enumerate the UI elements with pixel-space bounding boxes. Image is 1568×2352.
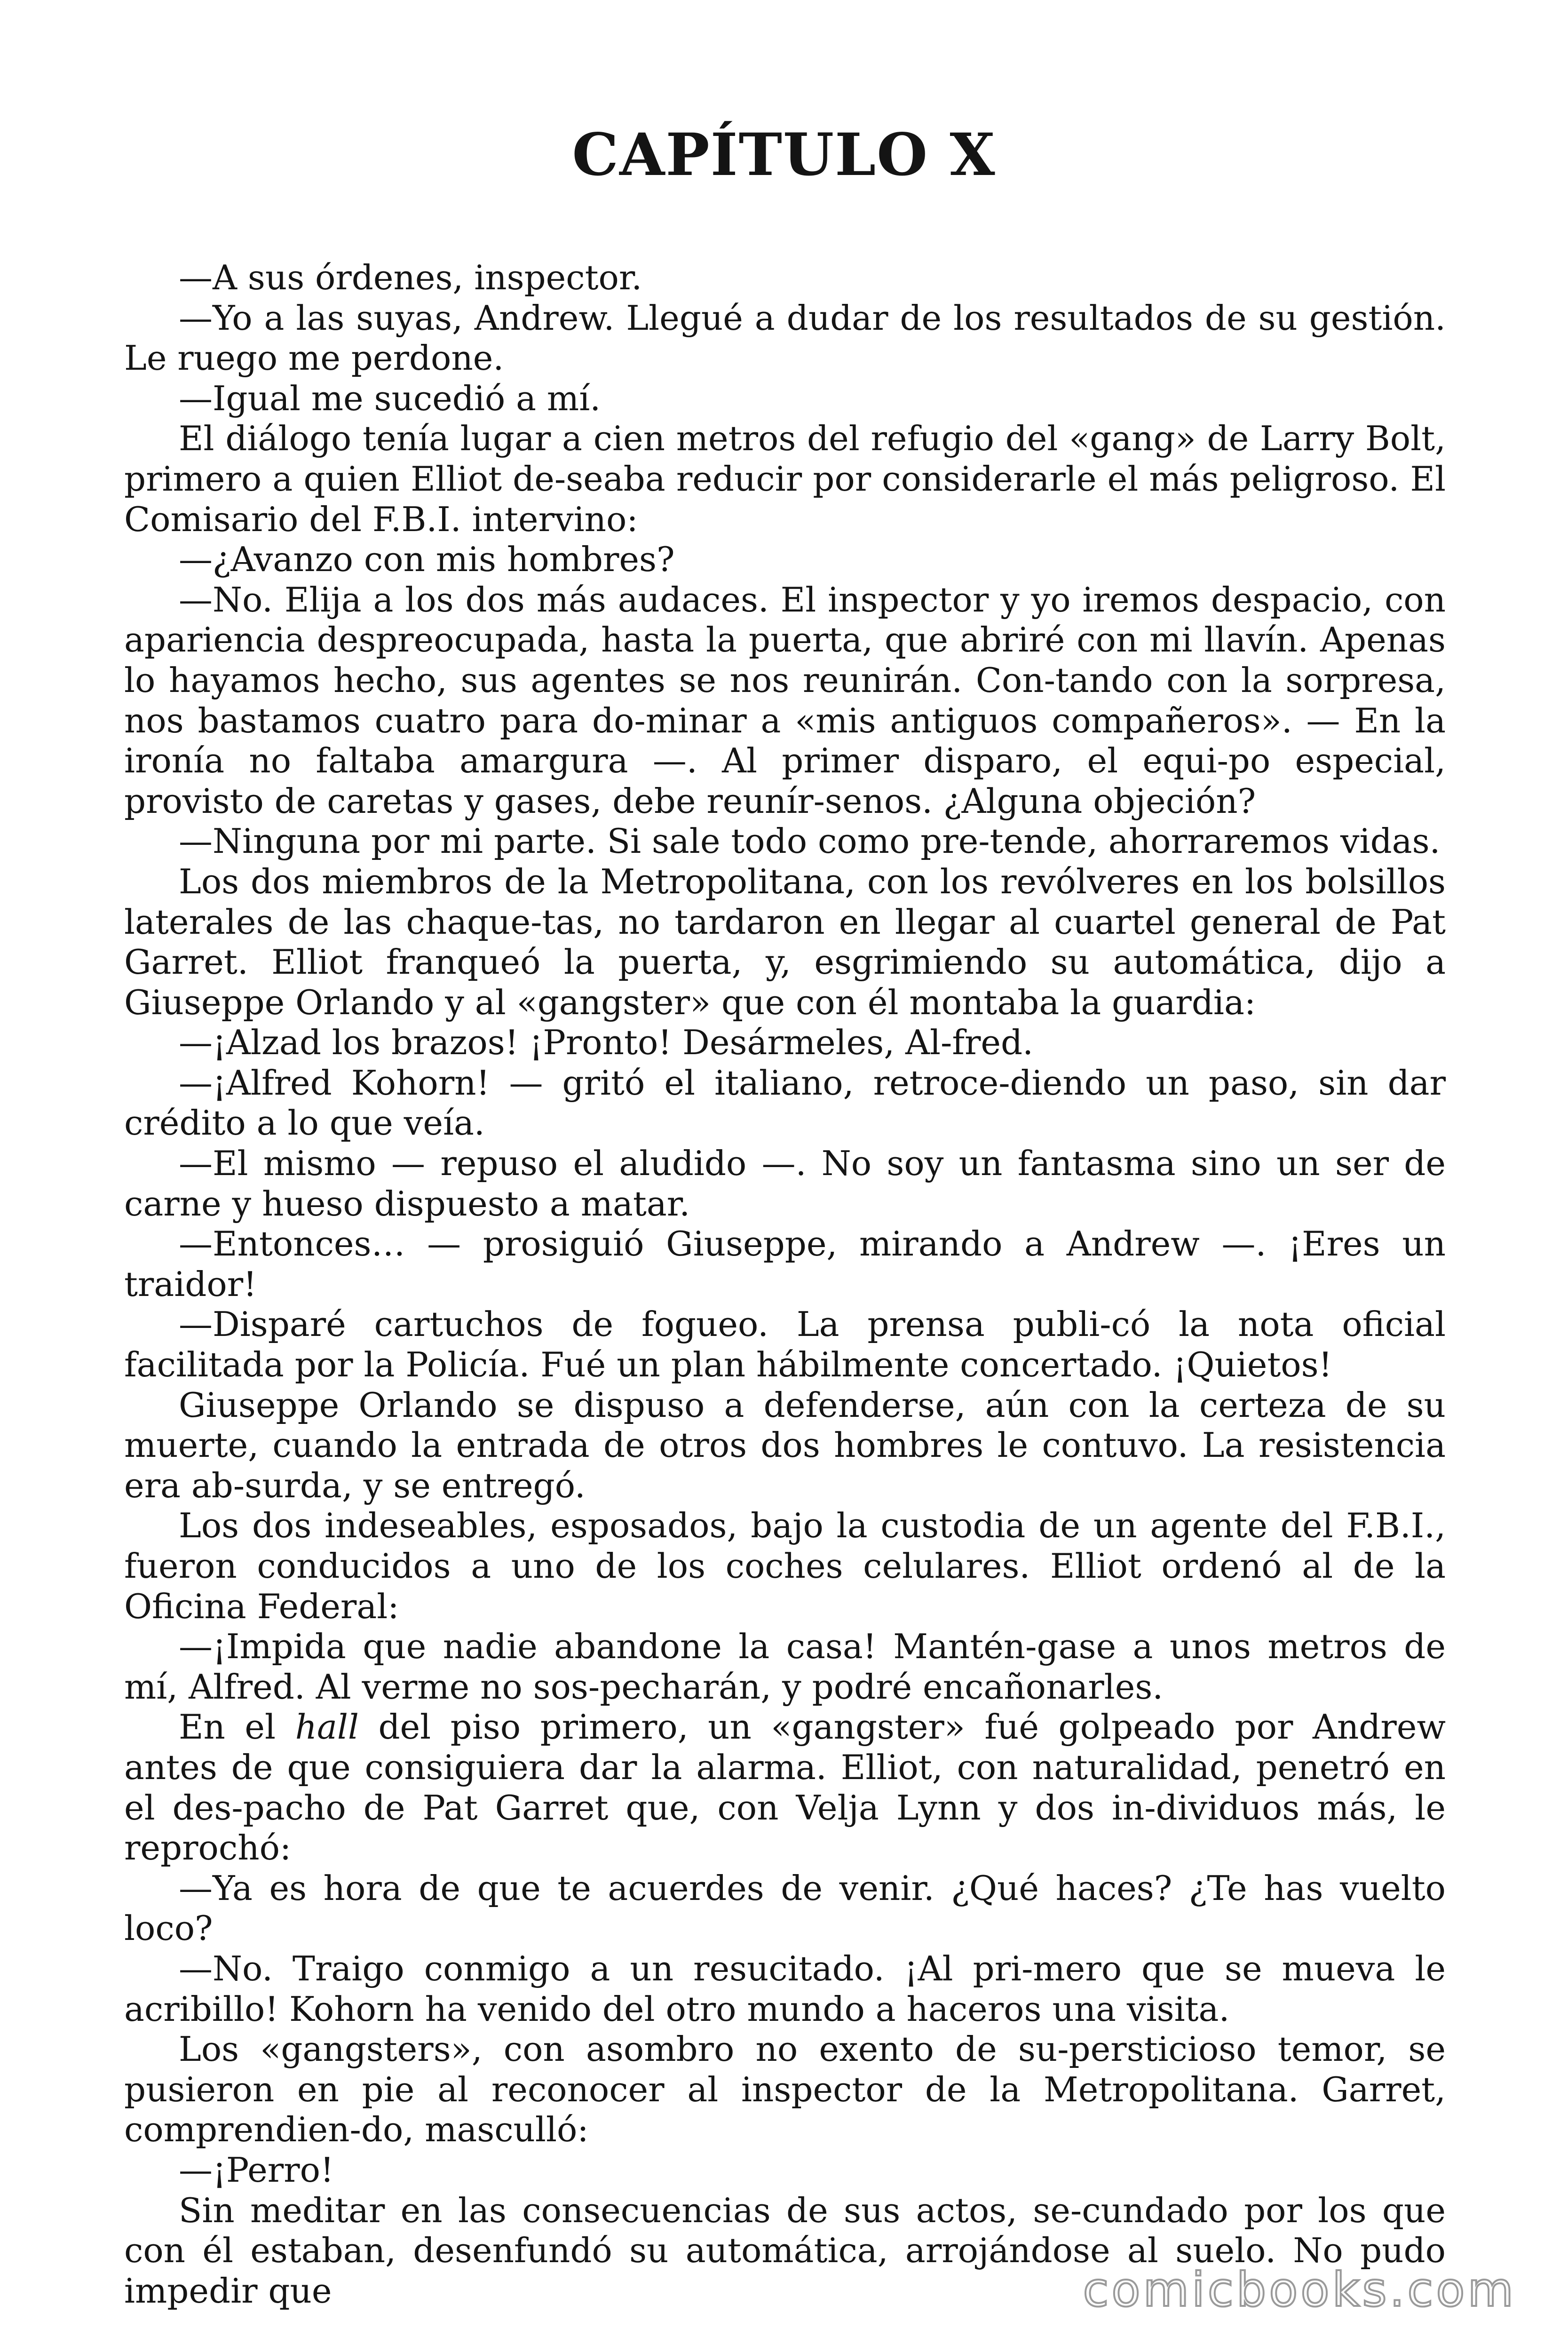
- paragraph: [124, 1707, 1446, 1868]
- paragraph: Giuseppe Orlando se dispuso a defenderse, aún con la certeza de su muerte, cuando la entrada de otros dos hombres le contuvo. La resistencia era ab-surda, y se entregó.: [124, 1385, 1446, 1505]
- paragraph: —El mismo — repuso el aludido —. No soy un fantasma sino un ser de carne y hueso dispuesto a matar.: [124, 1144, 1446, 1224]
- paragraph: —¡Perro!: [179, 2150, 334, 2190]
- paragraph: —A sus órdenes, inspector.: [179, 258, 642, 297]
- paragraph: —¡Alzad los brazos! ¡Pronto! Desármeles, Al-fred.: [179, 1023, 1033, 1063]
- paragraph: —No. Elija a los dos más audaces. El inspector y yo iremos despacio, con apariencia despreocupada, hasta la puerta, que abriré con mi llavín. Apenas lo hayamos hecho, sus agentes se nos reunirán. Con-tando con la sorpresa, nos bastamos cuatro para do-minar a «mis antiguos compañeros». — En la ironía no faltaba amargura —. Al primer disparo, el equi-po especial, provisto de caretas y gases, debe reunír-senos. ¿Alguna objeción?: [124, 580, 1446, 821]
- paragraph: —Disparé cartuchos de fogueo. La prensa publi-có la nota oficial facilitada por la Policía. Fué un plan hábilmente concertado. ¡Quietos!: [124, 1304, 1446, 1385]
- paragraph: —¡Impida que nadie abandone la casa! Mantén-gase a unos metros de mí, Alfred. Al verme no sos-pecharán, y podré encañonarles.: [124, 1627, 1446, 1707]
- paragraph: —¿Avanzo con mis hombres?: [179, 540, 675, 580]
- paragraph-text-after: del piso primero, un «gangster» fué golpeado por Andrew antes de que consiguiera dar la alarma. Elliot, con naturalidad, penetró en el des-pacho de Pat Garret que, con Velja Lynn y dos in-dividuos más, le reprochó:: [124, 1707, 1446, 1868]
- paragraph: Los dos indeseables, esposados, bajo la custodia de un agente del F.B.I., fueron conducidos a uno de los coches celulares. Elliot ordenó al de la Oficina Federal:: [124, 1506, 1446, 1626]
- italic-term: hall: [295, 1707, 359, 1747]
- chapter-title: CAPÍTULO X: [572, 121, 996, 189]
- paragraph: Los «gangsters», con asombro no exento de su-persticioso temor, se pusieron en pie al reconocer al inspector de la Metropolitana. Garret, comprendien-do, masculló:: [124, 2029, 1446, 2150]
- paragraph: —Ya es hora de que te acuerdes de venir. ¿Qué haces? ¿Te has vuelto loco?: [124, 1868, 1446, 1948]
- paragraph: —Yo a las suyas, Andrew. Llegué a dudar de los resultados de su gestión. Le ruego me perdone.: [124, 298, 1446, 378]
- paragraph: —Ninguna por mi parte. Si sale todo como pre-tende, ahorraremos vidas.: [179, 821, 1441, 861]
- paragraph: Los dos miembros de la Metropolitana, con los revólveres en los bolsillos laterales de las chaque-tas, no tardaron en llegar al cuartel general de Pat Garret. Elliot franqueó la puerta, y, esgrimiendo su automática, dijo a Giuseppe Orlando y al «gangster» que con él montaba la guardia:: [124, 861, 1446, 1022]
- paragraph-text-before: En el: [179, 1707, 295, 1747]
- paragraph: —Entonces… — prosiguió Giuseppe, mirando a Andrew —. ¡Eres un traidor!: [124, 1224, 1446, 1304]
- paragraph: —No. Traigo conmigo a un resucitado. ¡Al pri-mero que se mueva le acribillo! Kohorn ha venido del otro mundo a haceros una visita.: [124, 1948, 1446, 2029]
- paragraph: —Igual me sucedió a mí.: [179, 378, 601, 418]
- paragraph: —¡Alfred Kohorn! — gritó el italiano, retroce-diendo un paso, sin dar crédito a lo que veía.: [124, 1063, 1446, 1143]
- body-text: [124, 258, 1446, 2311]
- paragraph: Sin meditar en las consecuencias de sus actos, se-cundado por los que con él estaban, desenfundó su automática, arrojándose al suelo. No pudo impedir que: [124, 2190, 1446, 2311]
- watermark: comicbooks.com: [1083, 2262, 1516, 2317]
- paragraph: El diálogo tenía lugar a cien metros del refugio del «gang» de Larry Bolt, primero a quien Elliot de-seaba reducir por considerarle el más peligroso. El Comisario del F.B.I. intervino:: [124, 419, 1446, 539]
